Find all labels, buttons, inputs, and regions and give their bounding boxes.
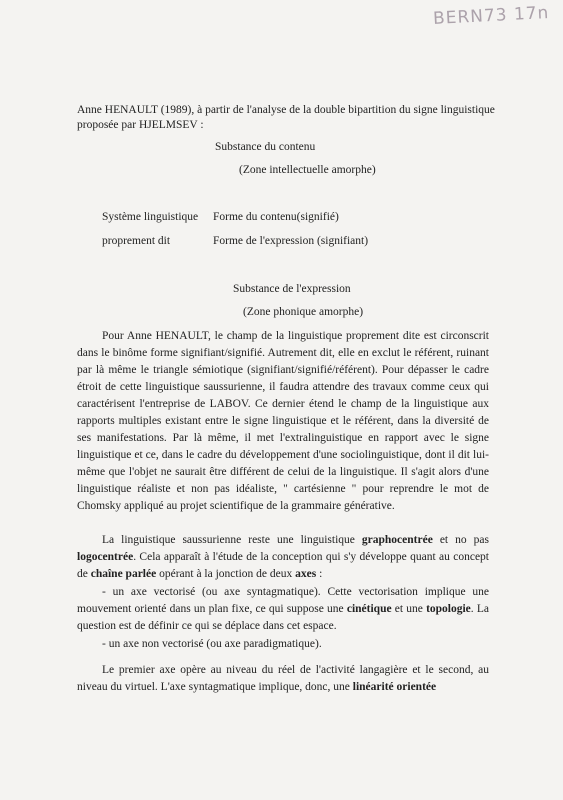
bold-term: logocentrée [77,551,134,563]
paragraph-1: Pour Anne HENAULT, le champ de la linguistique proprement dite est circonscrit dans le binôme forme signifiant/signifié. Autrement dit, elle en exclut le référent, ruinant par là même le triangle sémiotique (signifiant/signifié/référent). Pour dépasser le cadre étroit de cette linguistique saussurienne, il faudra attendre des travaux comme ceux qui caractérisent l'entreprise de LABOV. Ce dernier étend le champ de la linguistique aux rapports multiples existant entre le signe linguistique et le référent, dans la diversité de ses manifestations. Par là même, il met l'extralinguistique en rapport avec le signe linguistique et ce, dans le cadre du développement d'une sociolinguistique, dont il dit lui-même que l'objet ne saurait être différent de celui de la linguistique. Il s'agit alors d'une linguistique réaliste et non pas idéaliste, " cartésienne " pour reprendre le mot de Chomsky appliqué au projet scientifique de la grammaire générative. [77,330,489,512]
intro-text: Anne HENAULT (1989), à partir de l'analyse de la double bipartition du signe linguistique proposée par HJELMSEV : [77,104,495,131]
systeme-linguistique-label: Système linguistique [102,211,199,223]
bold-term: chaîne parlée [90,568,157,580]
substance-expression: Substance de l'expression [233,283,351,295]
forme-contenu: Forme du contenu(signifié) [213,211,339,223]
bold-term: graphocentrée [361,534,433,546]
paragraph-2: La linguistique saussurienne reste une linguistique graphocentrée et no pas logocentrée. Cela apparaît à l'étude de la conception qui s'y développe quant au concept de chaîne parlée opérant à la jonction de deux axes : [77,534,489,580]
bold-term: cinétique [346,603,392,615]
substance-contenu: Substance du contenu [215,141,316,153]
bold-term: topologie [426,603,471,615]
paragraph-3: - un axe vectorisé (ou axe syntagmatique). Cette vectorisation implique une mouvement orienté dans un plan fixe, ce qui suppose une cinétique et une topologie. La question est de définir ce qui se déplace dans cet espace. [77,586,489,632]
bold-term: axes [295,568,317,580]
zone-phonique: (Zone phonique amorphe) [243,306,364,318]
proprement-dit-label: proprement dit [102,235,171,247]
zone-intellectuelle: (Zone intellectuelle amorphe) [239,164,376,176]
bold-term: linéarité orientée [352,681,437,693]
paragraph-4: - un axe non vectorisé (ou axe paradigmatique). [102,638,322,650]
handwritten-annotation: BERN73 17n [432,2,550,30]
forme-expression: Forme de l'expression (signifiant) [213,235,369,247]
paragraph-5: Le premier axe opère au niveau du réel de l'activité langagière et le second, au niveau du virtuel. L'axe syntagmatique implique, donc, une linéarité orientée [77,664,489,693]
